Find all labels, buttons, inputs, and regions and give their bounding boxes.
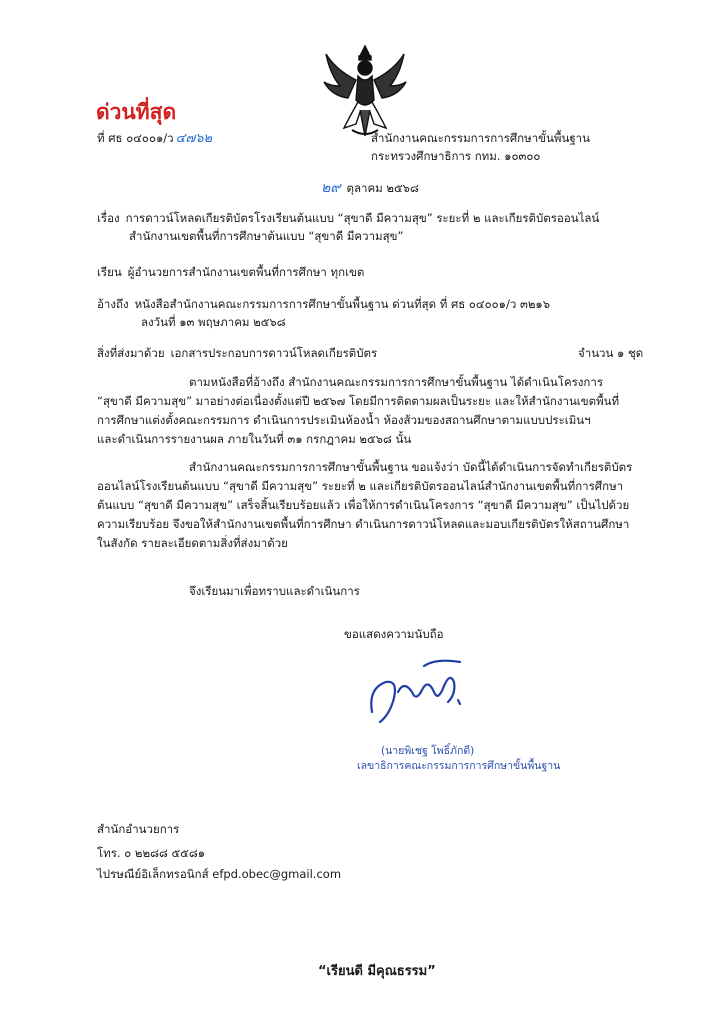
body-paragraph-1 — [97, 373, 657, 449]
paragraph-line: และดำเนินการรายงานผล ภายในวันที่ ๓๑ กรกฎาคม ๒๕๖๘ นั้น — [97, 432, 412, 446]
recipient — [97, 264, 364, 280]
document-number-handwritten: ๔๗๖๒ — [175, 131, 213, 146]
paragraph-line: ต้นแบบ “สุขาดี มีความสุข” เสร็จสิ้นเรียบร้อยแล้ว เพื่อให้การดำเนินโครงการ “สุขาดี มีความสุข” เป็นไปด้วย — [97, 498, 630, 512]
subject-text-1: การดาวน์โหลดเกียรติบัตรโรงเรียนต้นแบบ “สุขาดี มีความสุข” ระยะที่ ๒ และเกียรติบัตรออนไลน์ — [125, 211, 600, 225]
document-number-prefix: ที่ ศธ ๐๔๐๐๑/ว — [97, 131, 174, 145]
paragraph-line: ออนไลน์โรงเรียนต้นแบบ “สุขาดี มีความสุข” ระยะที่ ๒ และเกียรติบัตรออนไลน์สำนักงานเขตพื้นที่การศึกษา — [97, 479, 624, 493]
footer-department: สำนักอำนวยการ — [97, 822, 180, 836]
date-month-year: ตุลาคม ๒๕๖๘ — [346, 181, 419, 195]
handwritten-signature-icon — [364, 652, 474, 732]
enclosure-quantity: จำนวน ๑ ชุด — [578, 346, 644, 360]
subject-text-2: สำนักงานเขตพื้นที่การศึกษาต้นแบบ “สุขาดี มีความสุข” — [129, 229, 404, 243]
paragraph-line: “สุขาดี มีความสุข” มาอย่างต่อเนื่องตั้งแต่ปี ๒๕๖๗ โดยมีการติดตามผลเป็นระยะ และให้สำนักงานเขตพื้นที่ — [97, 394, 620, 408]
paragraph-line: สำนักงานคณะกรรมการการศึกษาขั้นพื้นฐาน ขอแจ้งว่า บัดนี้ได้ดำเนินการจัดทำเกียรติบัตร — [189, 460, 633, 474]
document-number — [97, 130, 212, 147]
paragraph-line: การศึกษาแต่งตั้งคณะกรรมการ ดำเนินการประเมินห้องน้ำ ห้องส้วมของสถานศึกษาตามแบบประเมินฯ — [97, 413, 591, 427]
body-paragraph-2 — [97, 458, 657, 553]
footer-phone: โทร. ๐ ๒๒๘๘ ๕๕๘๑ — [97, 846, 206, 860]
enclosure-label: สิ่งที่ส่งมาด้วย — [97, 346, 165, 360]
footer-email: ไปรษณีย์อิเล็กทรอนิกส์ efpd.obec@gmail.com — [97, 867, 342, 881]
reference-text-2: ลงวันที่ ๑๓ พฤษภาคม ๒๕๖๘ — [141, 315, 286, 329]
signatory-position: เลขาธิการคณะกรรมการการศึกษาขั้นพื้นฐาน — [357, 760, 561, 772]
reference-text-1: หนังสือสำนักงานคณะกรรมการการศึกษาขั้นพื้นฐาน ด่วนที่สุด ที่ ศธ ๐๔๐๐๑/ว ๓๒๑๖ — [134, 297, 551, 311]
document-date — [321, 180, 419, 196]
closing-request: จึงเรียนมาเพื่อทราบและดำเนินการ — [189, 584, 360, 598]
reference-line1 — [97, 296, 550, 312]
signatory-name: (นายพิเชฐ โพธิ์ภักดี) — [381, 745, 475, 757]
garuda-emblem-icon — [322, 40, 408, 142]
paragraph-line: ความเรียบร้อย จึงขอให้สำนักงานเขตพื้นที่การศึกษา ดำเนินการดาวน์โหลดและมอบเกียรติบัตรให้สถานศึกษา — [97, 517, 630, 531]
recipient-text: ผู้อำนวยการสำนักงานเขตพื้นที่การศึกษา ทุกเขต — [127, 265, 365, 279]
signoff: ขอแสดงความนับถือ — [344, 627, 444, 641]
paragraph-line: ตามหนังสือที่อ้างถึง สำนักงานคณะกรรมการการศึกษาขั้นพื้นฐาน ได้ดำเนินโครงการ — [189, 375, 604, 389]
motto: “เรียนดี มีคุณธรรม” — [318, 964, 436, 979]
enclosure-text: เอกสารประกอบการดาวน์โหลดเกียรติบัตร — [170, 346, 378, 360]
recipient-label: เรียน — [97, 265, 122, 279]
subject-line1 — [97, 210, 599, 226]
enclosure — [97, 345, 377, 361]
urgency-label: ด่วนที่สุด — [96, 100, 177, 124]
office-address: กระทรวงศึกษาธิการ กทม. ๑๐๓๐๐ — [371, 149, 541, 163]
paragraph-line: ในสังกัด รายละเอียดตามสิ่งที่ส่งมาด้วย — [97, 536, 288, 550]
reference-label: อ้างถึง — [97, 297, 129, 311]
subject-label: เรื่อง — [97, 211, 120, 225]
date-day-handwritten: ๒๙ — [321, 180, 341, 196]
office-name: สำนักงานคณะกรรมการการศึกษาขั้นพื้นฐาน — [371, 131, 590, 145]
